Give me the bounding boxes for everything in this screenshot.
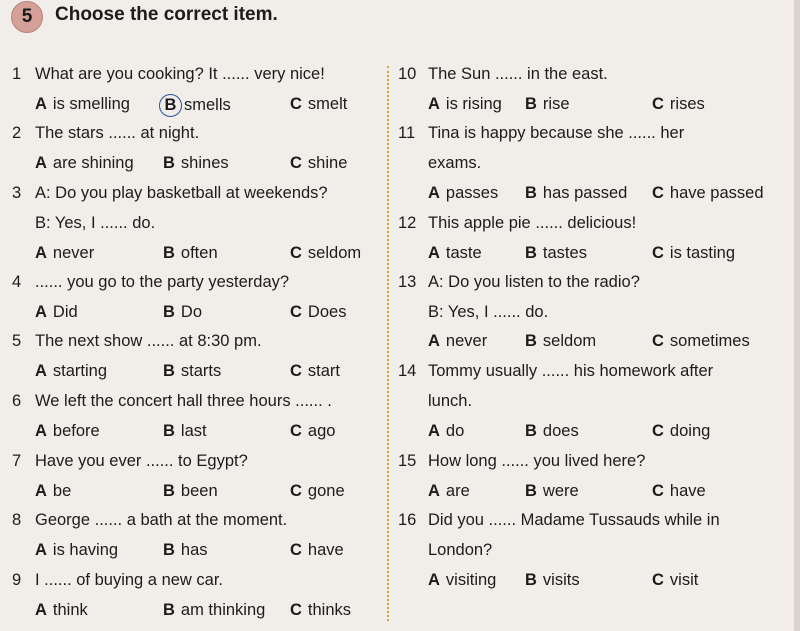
option-text: is having xyxy=(52,541,119,559)
answer-option-b[interactable] xyxy=(525,570,580,590)
option-text: thinks xyxy=(307,601,352,619)
option-text: visits xyxy=(542,571,580,589)
option-letter: A xyxy=(35,541,47,559)
option-text: is smelling xyxy=(52,95,130,113)
option-text: has passed xyxy=(542,184,628,202)
option-letter: C xyxy=(652,482,664,500)
option-letter: A xyxy=(428,95,440,113)
option-text: is tasting xyxy=(669,244,736,262)
option-text: Did xyxy=(52,303,78,321)
question-number: 6 xyxy=(12,392,22,410)
option-text: are xyxy=(445,482,470,500)
answer-option-a[interactable] xyxy=(428,331,487,351)
option-letter: B xyxy=(525,184,537,202)
option-letter: B xyxy=(163,601,175,619)
answer-option-a[interactable] xyxy=(35,540,118,560)
option-text: smells xyxy=(184,96,231,114)
question-text-continued: London? xyxy=(428,541,493,559)
answer-option-c[interactable] xyxy=(652,94,705,114)
option-letter: C xyxy=(290,362,302,380)
option-text: doing xyxy=(669,422,711,440)
question-text: Tommy usually ...... his homework after xyxy=(428,362,714,380)
answer-option-b[interactable] xyxy=(163,94,231,117)
option-letter: A xyxy=(428,482,440,500)
option-letter: A xyxy=(35,244,47,262)
option-text: were xyxy=(542,482,579,500)
option-text: Do xyxy=(180,303,203,321)
answer-option-c[interactable] xyxy=(652,183,764,203)
answer-option-c[interactable] xyxy=(652,570,698,590)
option-letter: C xyxy=(290,601,302,619)
question-text: The next show ...... at 8:30 pm. xyxy=(35,332,262,350)
option-text: starting xyxy=(52,362,108,380)
answer-option-c[interactable] xyxy=(290,600,351,620)
answer-option-c[interactable] xyxy=(652,481,706,501)
question-text: I ...... of buying a new car. xyxy=(35,571,224,589)
option-letter: B xyxy=(163,244,175,262)
answer-option-b[interactable] xyxy=(163,540,208,560)
answer-option-b[interactable] xyxy=(163,243,218,263)
question-text: A: Do you listen to the radio? xyxy=(428,273,640,291)
option-text: last xyxy=(180,422,207,440)
option-letter: B xyxy=(163,362,175,380)
question-number: 9 xyxy=(12,571,22,589)
option-letter: B xyxy=(525,332,537,350)
page-edge xyxy=(794,0,800,631)
option-letter: A xyxy=(35,482,47,500)
option-text: is rising xyxy=(445,95,502,113)
option-text: seldom xyxy=(542,332,597,350)
answer-option-c[interactable] xyxy=(290,421,335,441)
question-text: Tina is happy because she ...... her xyxy=(428,124,685,142)
answer-option-a[interactable] xyxy=(35,94,130,114)
question-number: 15 xyxy=(398,452,417,470)
option-text: think xyxy=(52,601,88,619)
answer-option-a[interactable] xyxy=(35,361,107,381)
option-letter: C xyxy=(652,332,664,350)
option-letter: B xyxy=(525,482,537,500)
answer-option-c[interactable] xyxy=(290,540,344,560)
answer-option-a[interactable] xyxy=(35,600,88,620)
answer-option-c[interactable] xyxy=(652,421,710,441)
option-letter: B xyxy=(525,244,537,262)
option-letter: A xyxy=(428,184,440,202)
answer-option-a[interactable] xyxy=(428,570,496,590)
question-number: 12 xyxy=(398,214,417,232)
question-number: 13 xyxy=(398,273,417,291)
option-text: starts xyxy=(180,362,222,380)
question-text-continued: B: Yes, I ...... do. xyxy=(428,303,549,321)
option-text: passes xyxy=(445,184,499,202)
option-letter: A xyxy=(428,422,440,440)
option-letter: C xyxy=(290,422,302,440)
option-text: shine xyxy=(307,154,348,172)
option-letter: C xyxy=(290,244,302,262)
question-text: A: Do you play basketball at weekends? xyxy=(35,184,328,202)
answer-option-c[interactable] xyxy=(652,243,735,263)
question-number: 8 xyxy=(12,511,22,529)
option-text: sometimes xyxy=(669,332,750,350)
option-letter-circled: B xyxy=(159,94,182,117)
question-text: George ...... a bath at the moment. xyxy=(35,511,288,529)
option-letter: B xyxy=(163,541,175,559)
answer-option-b[interactable] xyxy=(163,481,218,501)
question-number: 16 xyxy=(398,511,417,529)
question-text: The stars ...... at night. xyxy=(35,124,200,142)
option-letter: C xyxy=(290,482,302,500)
exercise-number-badge: 5 xyxy=(11,1,43,33)
question-number: 7 xyxy=(12,452,22,470)
answer-option-a[interactable] xyxy=(428,94,502,114)
option-text: seldom xyxy=(307,244,362,262)
answer-option-c[interactable] xyxy=(290,94,347,114)
question-number: 1 xyxy=(12,65,22,83)
option-text: smelt xyxy=(307,95,348,113)
answer-option-c[interactable] xyxy=(290,243,361,263)
option-letter: C xyxy=(652,95,664,113)
option-letter: C xyxy=(652,571,664,589)
option-text: shines xyxy=(180,154,229,172)
question-text: Have you ever ...... to Egypt? xyxy=(35,452,248,470)
option-text: rises xyxy=(669,95,705,113)
option-text: rise xyxy=(542,95,570,113)
option-text: before xyxy=(52,422,100,440)
option-letter: C xyxy=(290,95,302,113)
option-letter: B xyxy=(163,422,175,440)
answer-option-a[interactable] xyxy=(35,302,78,322)
option-text: have passed xyxy=(669,184,764,202)
answer-option-b[interactable] xyxy=(163,421,207,441)
option-letter: B xyxy=(525,95,537,113)
question-text: We left the concert hall three hours ...... . xyxy=(35,392,332,410)
answer-option-a[interactable] xyxy=(428,183,498,203)
answer-option-b[interactable] xyxy=(525,331,596,351)
question-text: The Sun ...... in the east. xyxy=(428,65,608,83)
option-text: ago xyxy=(307,422,336,440)
option-letter: B xyxy=(163,303,175,321)
option-letter: A xyxy=(35,95,47,113)
question-number: 2 xyxy=(12,124,22,142)
question-text-continued: lunch. xyxy=(428,392,473,410)
answer-option-c[interactable] xyxy=(290,302,346,322)
option-letter: C xyxy=(290,303,302,321)
option-letter: C xyxy=(652,244,664,262)
option-letter: C xyxy=(652,184,664,202)
answer-option-b[interactable] xyxy=(163,361,221,381)
option-text: visiting xyxy=(445,571,497,589)
answer-option-b[interactable] xyxy=(163,302,202,322)
question-number: 11 xyxy=(398,124,416,142)
answer-option-b[interactable] xyxy=(525,243,587,263)
exercise-title: Choose the correct item. xyxy=(55,4,278,25)
option-text: never xyxy=(445,332,488,350)
option-text: have xyxy=(307,541,344,559)
option-text: visit xyxy=(669,571,699,589)
question-number: 3 xyxy=(12,184,22,202)
option-text: often xyxy=(180,244,218,262)
question-text: ...... you go to the party yesterday? xyxy=(35,273,290,291)
question-text: What are you cooking? It ...... very nice! xyxy=(35,65,325,83)
option-text: Does xyxy=(307,303,347,321)
answer-option-b[interactable] xyxy=(525,183,627,203)
question-number: 4 xyxy=(12,273,22,291)
answer-option-b[interactable] xyxy=(163,600,265,620)
option-text: do xyxy=(445,422,465,440)
option-text: has xyxy=(180,541,208,559)
answer-option-a[interactable] xyxy=(35,421,100,441)
answer-option-a[interactable] xyxy=(428,481,470,501)
option-letter: C xyxy=(290,154,302,172)
option-text: are shining xyxy=(52,154,134,172)
option-text: start xyxy=(307,362,341,380)
answer-option-b[interactable] xyxy=(163,153,229,173)
option-letter: C xyxy=(652,422,664,440)
question-text-continued: B: Yes, I ...... do. xyxy=(35,214,156,232)
question-text: How long ...... you lived here? xyxy=(428,452,646,470)
answer-option-a[interactable] xyxy=(35,481,71,501)
answer-option-b[interactable] xyxy=(525,421,579,441)
question-text: This apple pie ...... delicious! xyxy=(428,214,637,232)
option-text: taste xyxy=(445,244,482,262)
answer-option-c[interactable] xyxy=(290,481,345,501)
option-letter: B xyxy=(163,154,175,172)
answer-option-c[interactable] xyxy=(290,153,347,173)
question-number: 5 xyxy=(12,332,22,350)
answer-option-c[interactable] xyxy=(290,361,340,381)
option-letter: A xyxy=(35,303,47,321)
option-letter: B xyxy=(163,482,175,500)
option-letter: A xyxy=(35,422,47,440)
question-text-continued: exams. xyxy=(428,154,482,172)
answer-option-a[interactable] xyxy=(428,243,482,263)
option-text: be xyxy=(52,482,72,500)
option-text: never xyxy=(52,244,95,262)
option-letter: A xyxy=(428,332,440,350)
option-letter: A xyxy=(428,571,440,589)
option-letter: A xyxy=(428,244,440,262)
question-number: 14 xyxy=(398,362,417,380)
option-text: am thinking xyxy=(180,601,266,619)
answer-option-b[interactable] xyxy=(525,481,579,501)
option-letter: C xyxy=(290,541,302,559)
answer-option-a[interactable] xyxy=(35,243,94,263)
option-text: tastes xyxy=(542,244,587,262)
option-letter: A xyxy=(35,362,47,380)
option-text: have xyxy=(669,482,706,500)
column-divider xyxy=(387,66,389,621)
option-text: does xyxy=(542,422,579,440)
answer-option-b[interactable] xyxy=(525,94,570,114)
option-letter: B xyxy=(525,422,537,440)
answer-option-a[interactable] xyxy=(35,153,134,173)
option-text: gone xyxy=(307,482,345,500)
answer-option-c[interactable] xyxy=(652,331,750,351)
answer-option-a[interactable] xyxy=(428,421,464,441)
option-letter: B xyxy=(525,571,537,589)
option-letter: A xyxy=(35,154,47,172)
question-text: Did you ...... Madame Tussauds while in xyxy=(428,511,720,529)
option-text: been xyxy=(180,482,218,500)
question-number: 10 xyxy=(398,65,417,83)
option-letter: A xyxy=(35,601,47,619)
